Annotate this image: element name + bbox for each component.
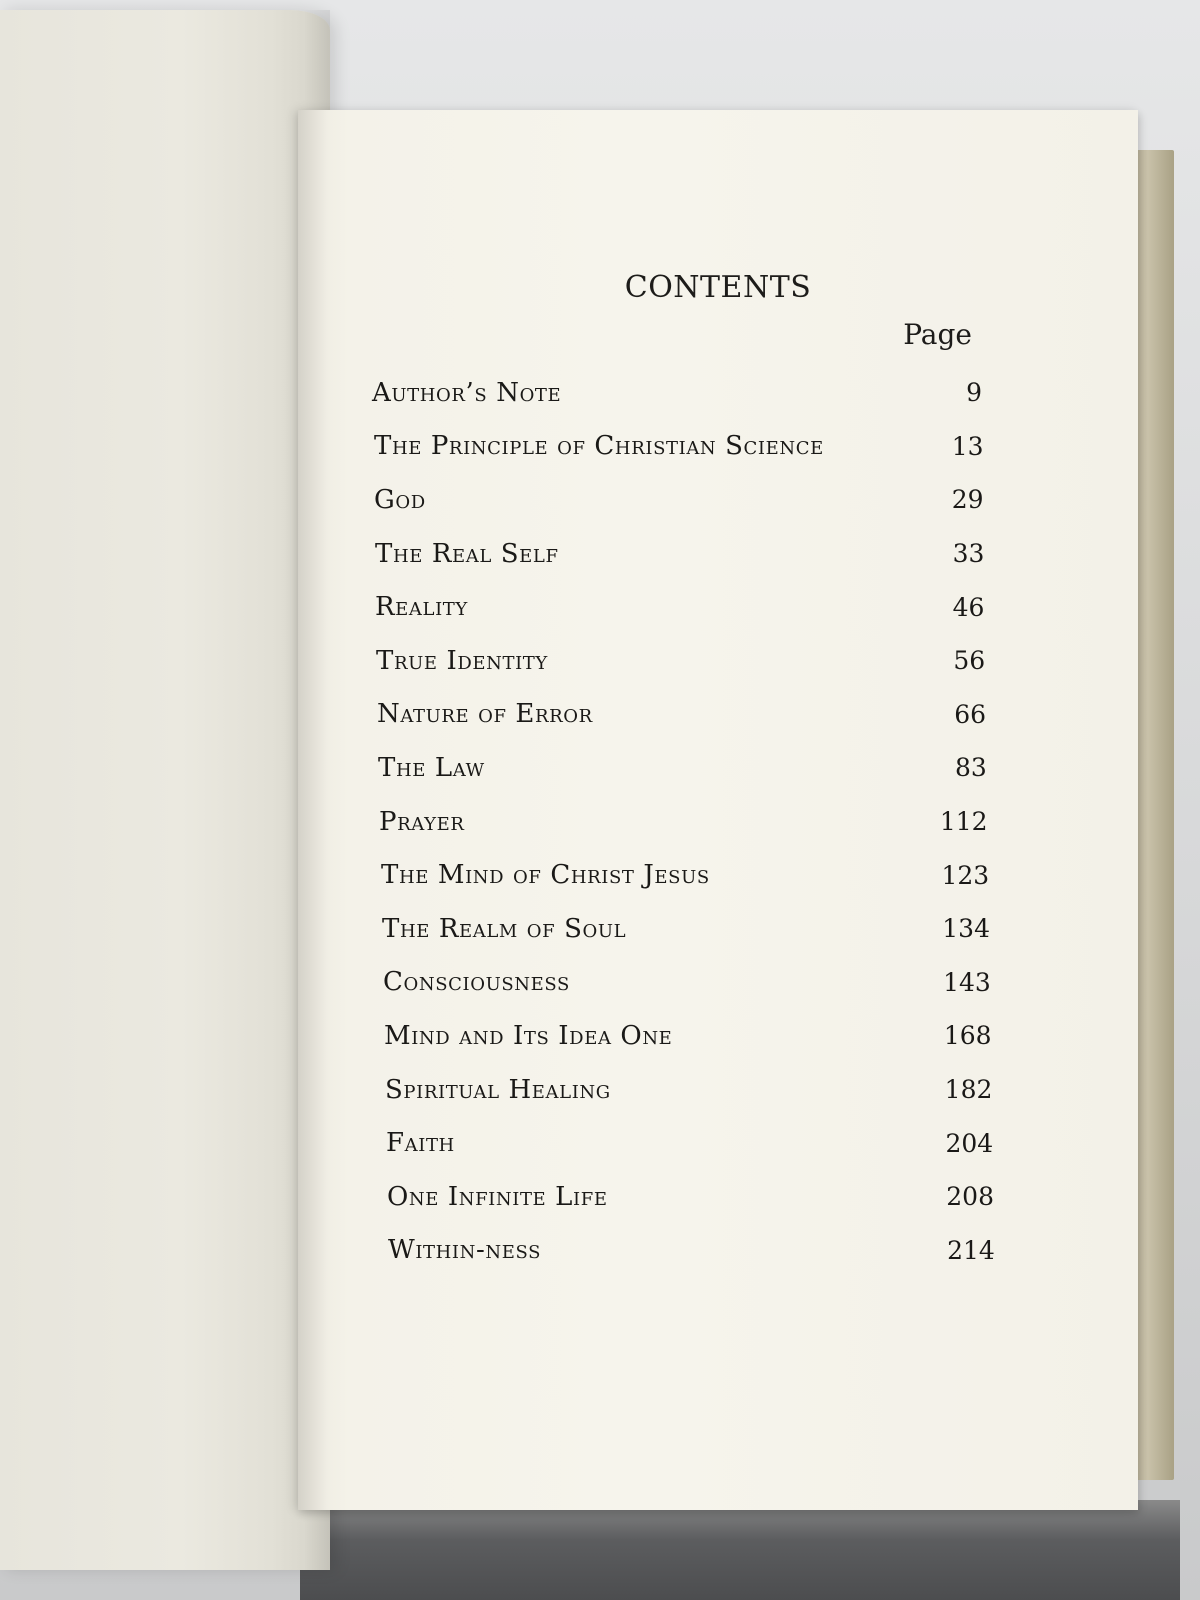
toc-entry-page: 9 — [966, 378, 982, 408]
toc-entry — [372, 902, 990, 956]
toc-entry-title: Spiritual Healing — [385, 1074, 611, 1105]
contents-heading: CONTENTS — [624, 270, 812, 305]
toc-entry — [372, 795, 988, 849]
toc-entry-title: True Identity — [376, 645, 548, 676]
toc-entry-title: The Mind of Christ Jesus — [381, 860, 710, 891]
toc-entry-title: Prayer — [379, 806, 465, 837]
toc-entry-page: 112 — [939, 807, 988, 837]
toc-entry-title: Reality — [375, 592, 468, 623]
toc-entry-title: One Infinite Life — [387, 1181, 608, 1212]
toc-entry — [372, 848, 989, 902]
toc-entry — [372, 1063, 992, 1117]
toc-entry — [372, 527, 984, 581]
toc-entry — [372, 741, 987, 795]
toc-entry — [372, 1170, 994, 1224]
toc-entry-title: The Law — [378, 752, 485, 783]
page-column-label: Page — [903, 318, 972, 351]
toc-entry-page: 134 — [942, 914, 990, 944]
toc-entry-page: 29 — [951, 485, 984, 515]
toc-entry — [372, 634, 985, 688]
contents-list — [372, 366, 995, 1277]
toc-entry-title: The Real Self — [375, 538, 559, 569]
toc-entry-title: Faith — [386, 1128, 455, 1159]
toc-entry-page: 143 — [943, 967, 991, 997]
contents-page — [298, 110, 1138, 1510]
toc-entry-page: 83 — [954, 753, 987, 783]
toc-entry — [372, 688, 986, 742]
toc-entry-page: 56 — [953, 646, 986, 676]
toc-entry-title: God — [374, 484, 426, 515]
toc-entry-title: Mind and Its Idea One — [384, 1020, 673, 1051]
toc-entry — [372, 420, 984, 474]
toc-entry-page: 33 — [952, 539, 985, 569]
toc-entry-page: 13 — [951, 431, 984, 461]
toc-entry-title: Author’s Note — [372, 377, 562, 408]
table-shadow — [300, 1500, 1180, 1600]
toc-entry-page: 208 — [946, 1182, 994, 1212]
toc-entry-title: The Realm of Soul — [382, 913, 627, 944]
toc-entry-page: 123 — [941, 860, 990, 890]
toc-entry — [372, 1224, 995, 1278]
toc-entry — [372, 473, 984, 527]
toc-entry-page: 204 — [945, 1128, 994, 1158]
left-page — [0, 10, 330, 1570]
toc-entry-title: The Principle of Christian Science — [374, 431, 824, 462]
toc-entry-title: Within-ness — [388, 1235, 542, 1266]
toc-entry-page: 214 — [947, 1235, 995, 1265]
toc-entry-page: 66 — [954, 699, 986, 729]
toc-entry — [372, 580, 984, 634]
toc-entry-page: 182 — [944, 1075, 993, 1105]
toc-entry-title: Consciousness — [383, 967, 570, 998]
toc-entry-title: Nature of Error — [377, 699, 593, 730]
toc-entry-page: 46 — [952, 592, 985, 622]
toc-entry — [372, 1009, 992, 1063]
toc-entry-page: 168 — [943, 1021, 992, 1051]
toc-entry — [372, 1116, 993, 1170]
toc-entry — [372, 366, 982, 420]
toc-entry — [372, 956, 991, 1010]
